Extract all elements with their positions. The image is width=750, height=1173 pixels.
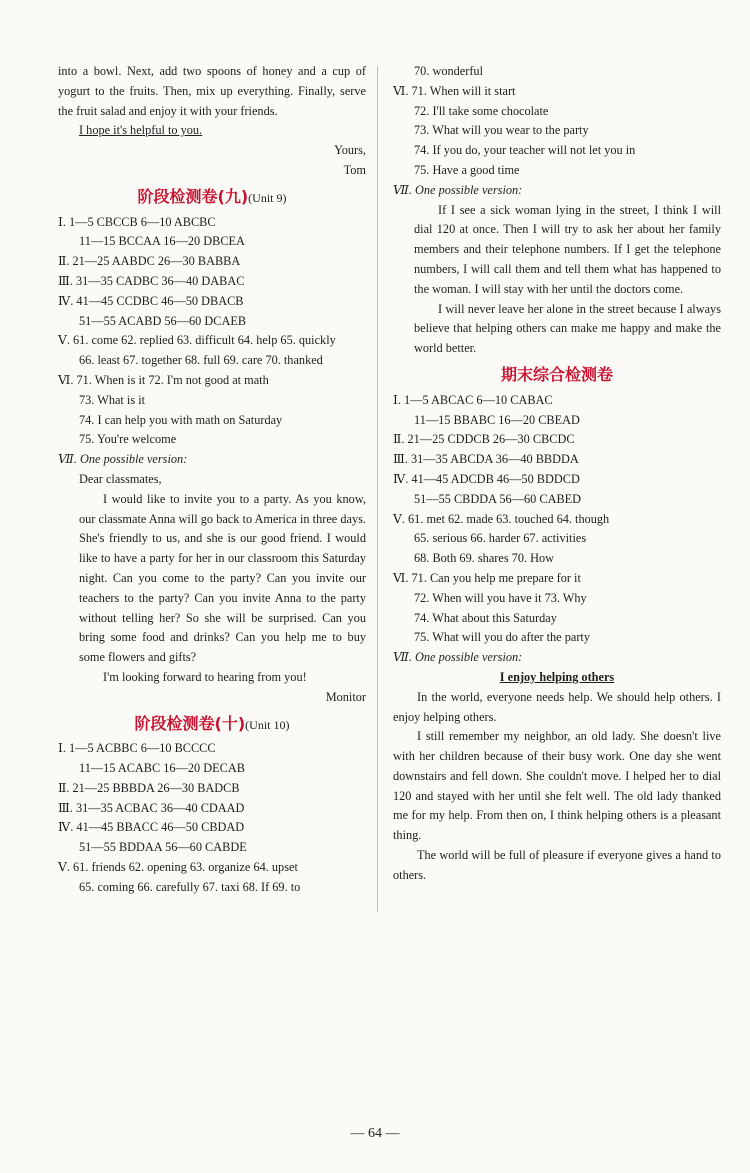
answer-line: Ⅰ. 1—5 CBCCB 6—10 ABCBC bbox=[58, 214, 216, 229]
letter-signature: Monitor bbox=[325, 689, 366, 704]
essay-paragraph: The world will be full of pleasure if everyone gives a hand to others. bbox=[393, 848, 721, 882]
letter-yours: Yours, bbox=[334, 143, 366, 158]
answer-line: Ⅰ. 1—5 ABCAC 6—10 CABAC bbox=[393, 392, 553, 407]
letter-signature: Tom bbox=[343, 162, 366, 177]
version-label: Ⅶ. One possible version: bbox=[58, 452, 188, 467]
section-title-final bbox=[393, 365, 721, 387]
answer-line: Ⅴ. 61. met 62. made 63. touched 64. though bbox=[393, 511, 610, 526]
answer-line: 74. What about this Saturday bbox=[414, 610, 557, 625]
section-title-9 bbox=[58, 187, 366, 209]
section-title-9-unit: (Unit 9) bbox=[248, 190, 287, 205]
section-title-10-cn: 阶段检测卷(十) bbox=[134, 713, 246, 733]
answer-line: 11—15 BBABC 16—20 CBEAD bbox=[414, 412, 580, 427]
answer-line: 51—55 BDDAA 56—60 CABDE bbox=[79, 840, 247, 855]
answer-line: 73. What is it bbox=[79, 392, 146, 407]
answer-line: Ⅲ. 31—35 ABCDA 36—40 BBDDA bbox=[393, 452, 579, 467]
answer-line: 68. Both 69. shares 70. How bbox=[414, 551, 555, 566]
essay-paragraph: In the world, everyone needs help. We should help others. I enjoy helping others. bbox=[393, 689, 721, 724]
answer-line: Ⅳ. 41—45 ADCDB 46—50 BDDCD bbox=[393, 471, 580, 486]
answer-line: Ⅵ. 71. Can you help me prepare for it bbox=[393, 570, 581, 585]
answer-line: Ⅴ. 61. come 62. replied 63. difficult 64. help 65. quickly bbox=[58, 333, 336, 348]
answer-line: Ⅱ. 21—25 AABDC 26—30 BABBA bbox=[58, 254, 241, 269]
answer-line: 65. coming 66. carefully 67. taxi 68. If 69. to bbox=[79, 879, 301, 894]
closing-line: I hope it's helpful to you. bbox=[79, 123, 203, 138]
letter-body: I would like to invite you to a party. As you know, our classmate Anna will go back to America in three days. She's friendly to us, and she is our good friend. I would like to have a party for her in our classroom this Saturday night. Can you come to the party? Can you invite our teachers to the party? Can you invite Anna to the party without telling her? So she will be surprised. Can you bring some food and drinks? Can you help me to buy some flowers and gifts? bbox=[79, 491, 366, 665]
section-title-9-cn: 阶段检测卷(九) bbox=[137, 186, 249, 206]
answer-line: 74. I can help you with math on Saturday bbox=[79, 412, 283, 427]
essay-paragraph: I still remember my neighbor, an old lady. She doesn't live with her children because of their busy work. One day she went downstairs and fell down. She couldn't move. I helped her to dial 120 and stayed with her until she felt well. The old lady thanked me for my help. From then on, I think helping others is a pleasant thing. bbox=[393, 729, 721, 843]
essay-title: I enjoy helping others bbox=[499, 669, 615, 684]
answer-line: 65. serious 66. harder 67. activities bbox=[414, 531, 587, 546]
left-column bbox=[58, 62, 366, 898]
answer-line: Ⅱ. 21—25 BBBDA 26—30 BADCB bbox=[58, 780, 240, 795]
essay-paragraph: I will never leave her alone in the street because I always believe that helping others can make me happy and make the world better. bbox=[414, 301, 721, 356]
right-column bbox=[393, 62, 721, 886]
page-number: — 64 — bbox=[350, 1126, 400, 1141]
answer-line: 51—55 ACABD 56—60 DCAEB bbox=[79, 313, 247, 328]
answer-line: 11—15 BCCAA 16—20 DBCEA bbox=[79, 234, 245, 249]
answer-line: 74. If you do, your teacher will not let you in bbox=[414, 143, 636, 158]
recipe-text: into a bowl. Next, add two spoons of honey and a cup of yogurt to the fruits. Then, mix up everything. Finally, serve the fruit salad and enjoy it with your friends. bbox=[58, 64, 366, 118]
answer-line: 51—55 CBDDA 56—60 CABED bbox=[414, 491, 582, 506]
version-label: Ⅶ. One possible version: bbox=[393, 182, 523, 197]
answer-line: Ⅵ. 71. When will it start bbox=[393, 83, 516, 98]
essay-paragraph: If I see a sick woman lying in the street, I think I will dial 120 at once. Then I will try to ask her about her family members and their telephone numbers. If I get the telephone numbers, I will call them and tell them what has happened to the woman. I will stay with her until the doctors come. bbox=[414, 202, 721, 296]
answer-line: Ⅳ. 41—45 BBACC 46—50 CBDAD bbox=[58, 820, 245, 835]
answer-line: Ⅱ. 21—25 CDDCB 26—30 CBCDC bbox=[393, 432, 575, 447]
answer-line: Ⅴ. 61. friends 62. opening 63. organize 64. upset bbox=[58, 860, 298, 875]
answer-line: 75. You're welcome bbox=[79, 432, 177, 447]
letter-closing: I'm looking forward to hearing from you! bbox=[103, 669, 307, 684]
section-title-10 bbox=[58, 714, 366, 736]
answer-line: Ⅲ. 31—35 ACBAC 36—40 CDAAD bbox=[58, 800, 245, 815]
answer-line: Ⅲ. 31—35 CADBC 36—40 DABAC bbox=[58, 273, 245, 288]
answer-line: 72. I'll take some chocolate bbox=[414, 103, 549, 118]
answer-line: 72. When will you have it 73. Why bbox=[414, 590, 587, 605]
answer-line: Ⅳ. 41—45 CCDBC 46—50 DBACB bbox=[58, 293, 244, 308]
answer-line: 66. least 67. together 68. full 69. care 70. thanked bbox=[79, 353, 323, 368]
answer-line: 73. What will you wear to the party bbox=[414, 123, 589, 138]
column-divider bbox=[377, 66, 378, 912]
answer-line: 75. Have a good time bbox=[414, 162, 520, 177]
answer-line: Ⅰ. 1—5 ACBBC 6—10 BCCCC bbox=[58, 741, 216, 756]
answer-line: Ⅵ. 71. When is it 72. I'm not good at math bbox=[58, 372, 269, 387]
section-title-final-cn: 期末综合检测卷 bbox=[500, 364, 613, 384]
letter-greeting: Dear classmates, bbox=[79, 471, 162, 486]
answer-line: 75. What will you do after the party bbox=[414, 630, 590, 645]
section-title-10-unit: (Unit 10) bbox=[245, 717, 290, 732]
version-label: Ⅶ. One possible version: bbox=[393, 650, 523, 665]
answer-line: 70. wonderful bbox=[414, 64, 483, 78]
answer-line: 11—15 ACABC 16—20 DECAB bbox=[79, 761, 245, 776]
